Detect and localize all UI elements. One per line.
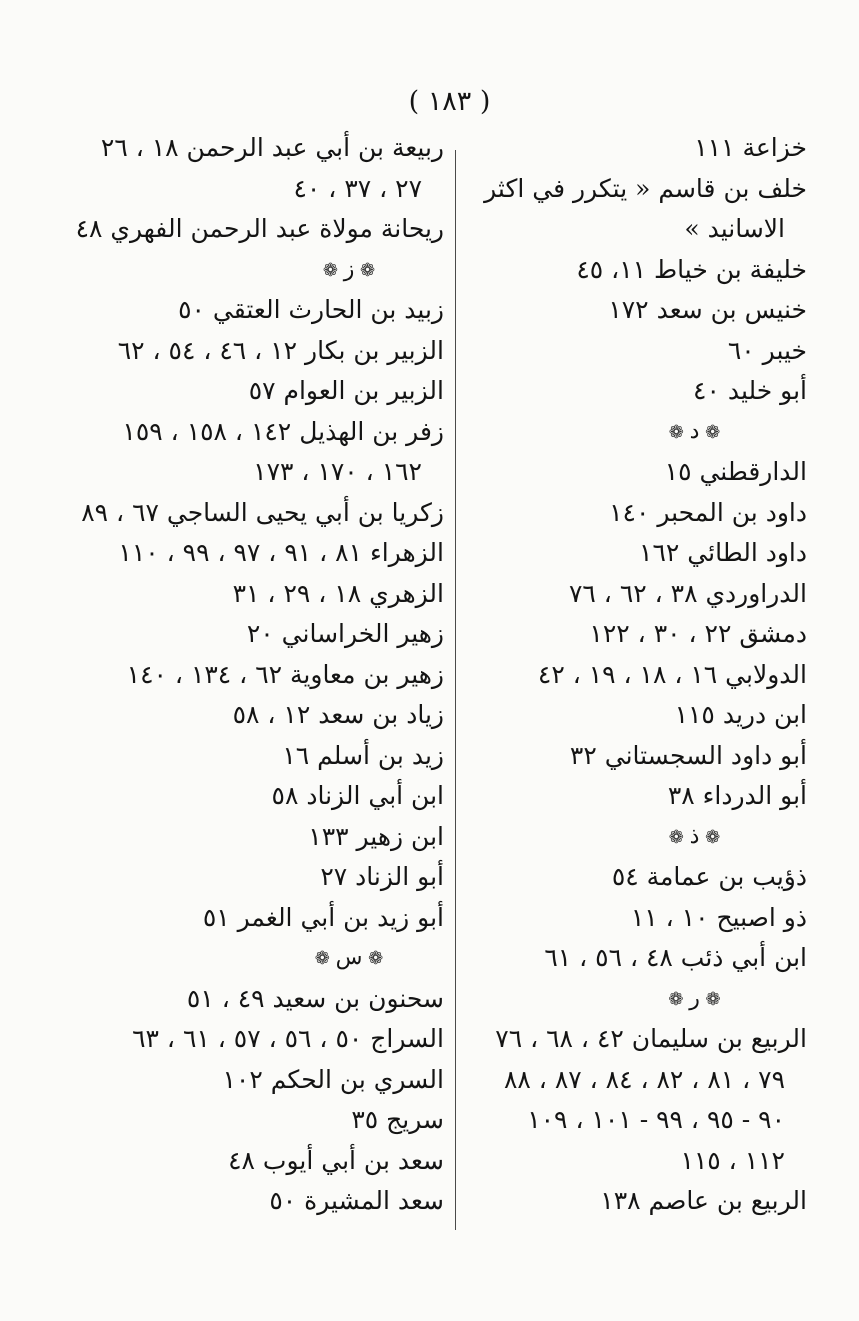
index-entry: ابن أبي الزناد ٥٨ <box>271 781 444 810</box>
ornament-icon: ❁ <box>668 826 690 848</box>
index-entry: الربيع بن سليمان ٤٢ ، ٦٨ ، ٧٦ <box>495 1024 807 1053</box>
index-entry: زبيد بن الحارث العتقي ٥٠ <box>178 295 444 324</box>
column-divider <box>455 150 456 1230</box>
index-entry: السراج ٥٠ ، ٥٦ ، ٥٧ ، ٦١ ، ٦٣ <box>132 1024 444 1053</box>
index-entry: الربيع بن عاصم ١٣٨ <box>600 1186 807 1215</box>
index-entry-continuation: ٧٩ ، ٨١ ، ٨٢ ، ٨٤ ، ٨٧ ، ٨٨ <box>504 1064 785 1094</box>
index-entry: زفر بن الهذيل ١٤٢ ، ١٥٨ ، ١٥٩ <box>122 416 444 446</box>
index-entry: ابن زهير ١٣٣ <box>308 821 444 851</box>
index-entry: داود بن المحبر ١٤٠ <box>609 497 807 527</box>
index-entry: خزاعة ١١١ <box>694 133 807 162</box>
page-number: ( ١٨٣ ) <box>408 86 491 117</box>
section-heading <box>114 938 444 979</box>
index-entry: خنيس بن سعد ١٧٢ <box>608 295 807 324</box>
ornament-icon: ❁ <box>354 259 376 281</box>
ornament-icon: ❁ <box>668 988 690 1010</box>
index-entry: أبو الدرداء ٣٨ <box>667 781 807 810</box>
section-heading <box>462 412 807 453</box>
index-entry: الزهري ١٨ ، ٢٩ ، ٣١ <box>232 578 444 608</box>
index-entry: زهير الخراساني ٢٠ <box>246 619 444 648</box>
section-letter: د <box>689 418 700 444</box>
index-entry: سعد المشيرة ٥٠ <box>269 1186 444 1215</box>
index-entry: زهير بن معاوية ٦٢ ، ١٣٤ ، ١٤٠ <box>126 659 444 689</box>
section-letter: س <box>335 945 363 970</box>
index-entry: ابن أبي ذئب ٤٨ ، ٥٦ ، ٦١ <box>544 943 807 972</box>
index-column-right <box>462 128 807 1222</box>
index-entry: ربيعة بن أبي عبد الرحمن ١٨ ، ٢٦ <box>100 133 444 162</box>
index-entry: الدراوردي ٣٨ ، ٦٢ ، ٧٦ <box>568 578 807 608</box>
index-entry: الزبير بن بكار ١٢ ، ٤٦ ، ٥٤ ، ٦٢ <box>117 335 444 365</box>
index-entry: دمشق ٢٢ ، ٣٠ ، ١٢٢ <box>589 619 807 648</box>
index-entry: خليفة بن خياط ١١، ٤٥ <box>576 254 807 284</box>
index-entry: ريحانة مولاة عبد الرحمن الفهري ٤٨ <box>75 214 444 243</box>
ornament-icon: ❁ <box>668 421 690 443</box>
ornament-icon: ❁ <box>362 948 384 969</box>
index-entry: زكريا بن أبي يحيى الساجي ٦٧ ، ٨٩ <box>81 497 444 527</box>
index-entry: خلف بن قاسم « يتكرر في اكثر <box>484 173 807 203</box>
index-entry: أبو الزناد ٢٧ <box>320 862 444 891</box>
index-entry: السري بن الحكم ١٠٢ <box>222 1064 444 1094</box>
index-column-left <box>75 128 444 1222</box>
index-entry: زيد بن أسلم ١٦ <box>282 740 444 770</box>
index-entry: ذو اصبيح ١٠ ، ١١ <box>630 902 807 932</box>
ornament-icon: ❁ <box>699 421 721 443</box>
section-heading <box>462 979 807 1020</box>
index-entry: الزهراء ٨١ ، ٩١ ، ٩٧ ، ٩٩ ، ١١٠ <box>118 538 444 567</box>
index-entry-continuation: ١١٢ ، ١١٥ <box>680 1145 785 1175</box>
index-entry: ذؤيب بن عمامة ٥٤ <box>611 862 807 891</box>
index-entry: خيبر ٦٠ <box>727 335 807 365</box>
index-entry-continuation: ٩٠ - ٩٥ ، ٩٩ - ١٠١ ، ١٠٩ <box>527 1105 785 1134</box>
index-entry: داود الطائي ١٦٢ <box>639 538 807 567</box>
index-entry: أبو خليد ٤٠ <box>693 376 807 405</box>
index-entry-continuation: الاسانيد » <box>684 214 785 243</box>
index-entry: سريج ٣٥ <box>351 1105 444 1134</box>
index-entry-continuation: ٢٧ ، ٣٧ ، ٤٠ <box>293 173 422 203</box>
index-entry: ابن دريد ١١٥ <box>674 700 807 729</box>
ornament-icon: ❁ <box>322 259 344 281</box>
index-entry: أبو داود السجستاني ٣٢ <box>569 740 807 770</box>
section-letter: ز <box>343 256 355 282</box>
ornament-icon: ❁ <box>699 826 721 848</box>
section-letter: ذ <box>689 823 700 849</box>
index-entry: سعد بن أبي أيوب ٤٨ <box>228 1145 444 1175</box>
section-heading <box>114 250 444 291</box>
index-entry: أبو زيد بن أبي الغمر ٥١ <box>202 902 444 932</box>
index-entry: الدولابي ١٦ ، ١٨ ، ١٩ ، ٤٢ <box>537 659 807 689</box>
index-entry: الدارقطني ١٥ <box>664 457 807 486</box>
section-letter: ر <box>689 985 700 1011</box>
index-entry: سحنون بن سعيد ٤٩ ، ٥١ <box>186 983 444 1013</box>
ornament-icon: ❁ <box>314 948 336 969</box>
section-heading <box>462 817 807 858</box>
index-entry: زياد بن سعد ١٢ ، ٥٨ <box>232 700 444 729</box>
ornament-icon: ❁ <box>699 988 721 1010</box>
index-entry-continuation: ١٦٢ ، ١٧٠ ، ١٧٣ <box>253 457 422 486</box>
index-entry: الزبير بن العوام ٥٧ <box>248 376 444 405</box>
